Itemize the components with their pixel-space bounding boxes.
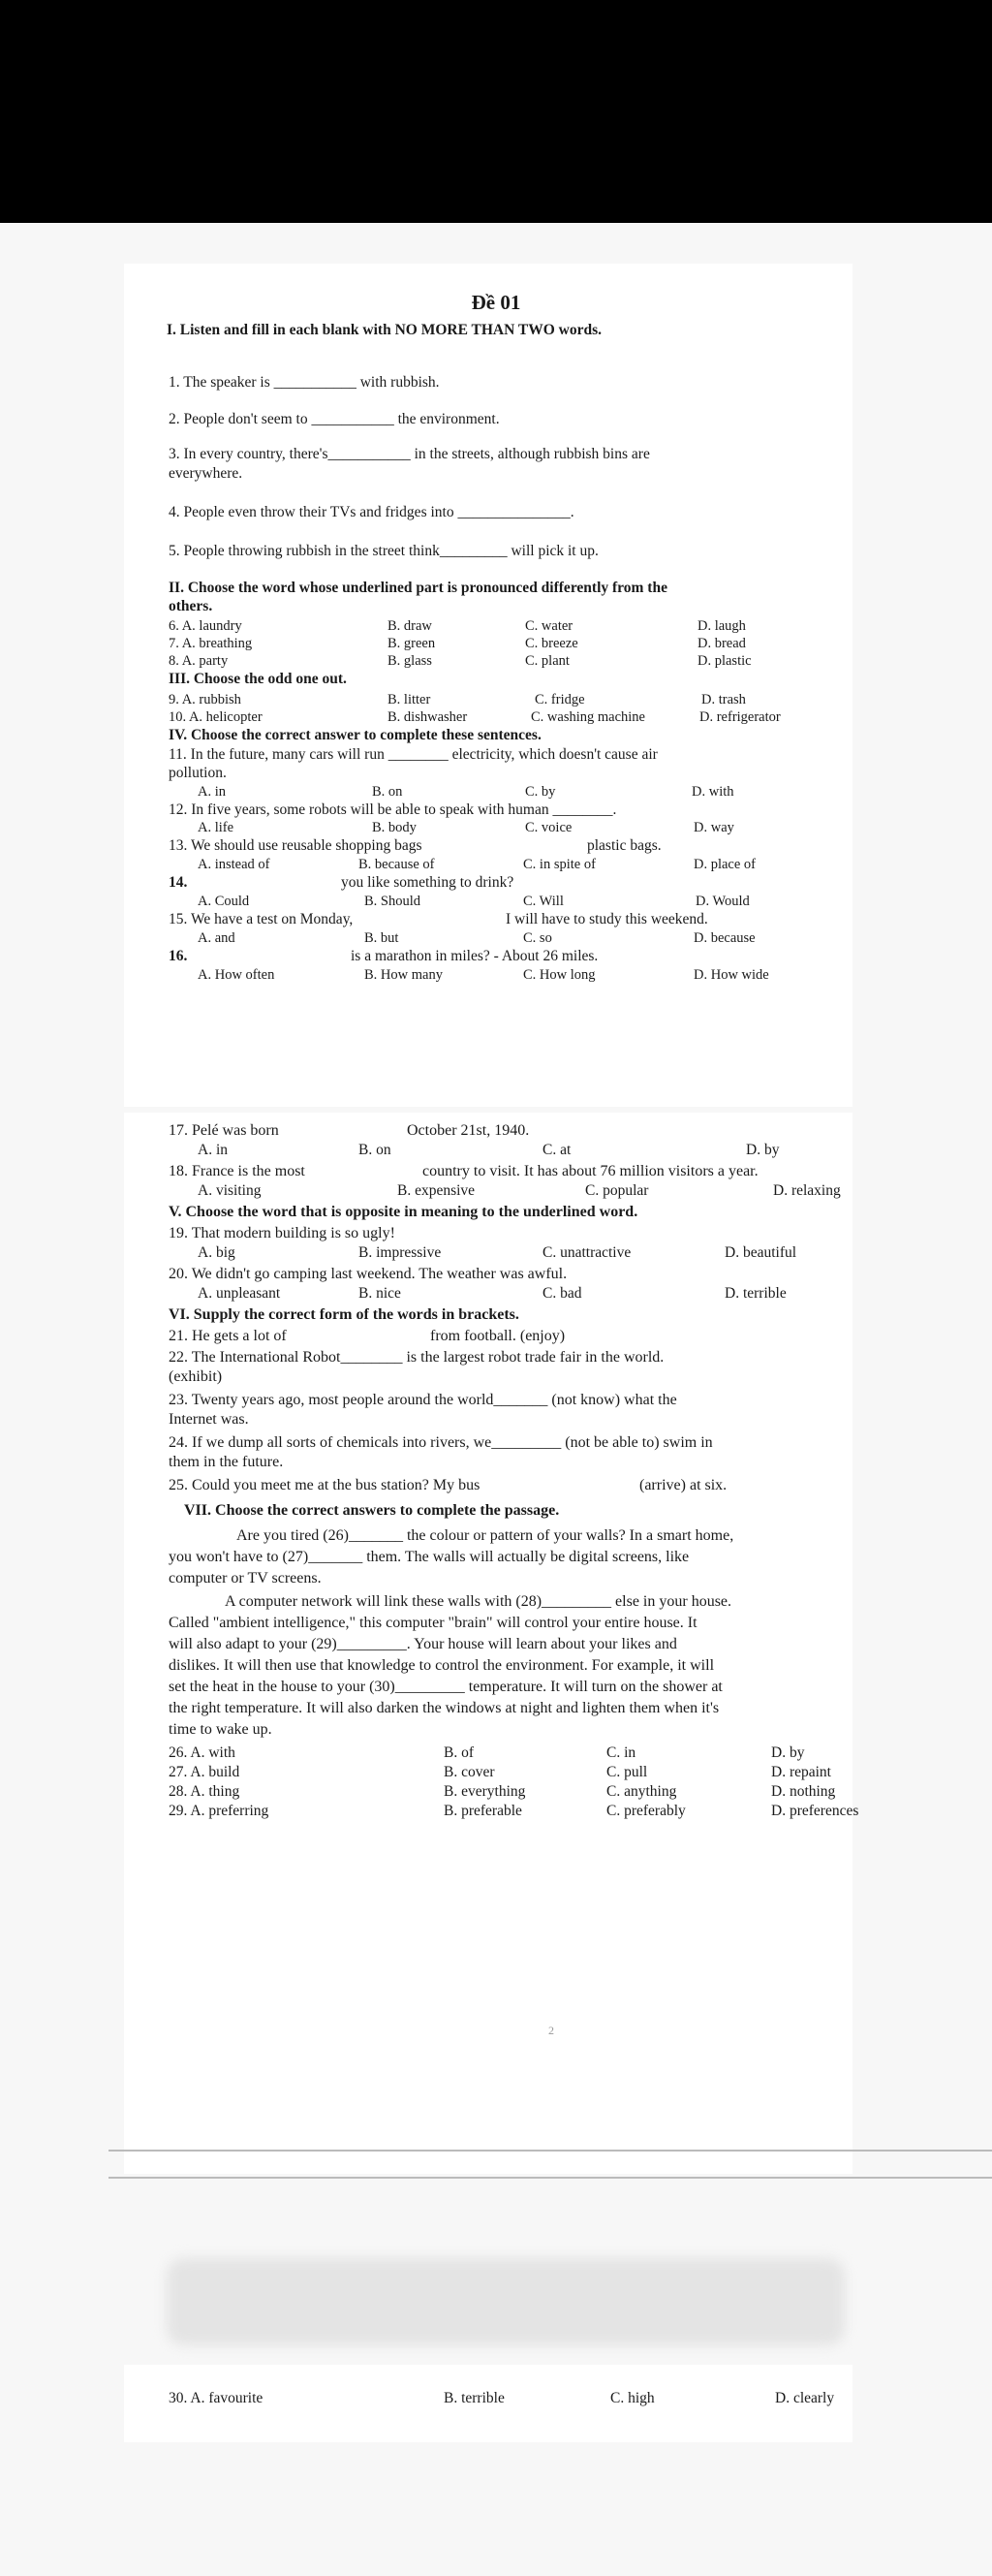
passage-line-3: computer or TV screens. [169, 1570, 322, 1586]
q18-option-b: B. expensive [397, 1182, 476, 1199]
q8-option-a: 8. A. party [169, 653, 229, 669]
section-7-heading: VII. Choose the correct answers to complete the passage. [184, 1502, 560, 1519]
q17-text: 17. Pelé was born [169, 1122, 279, 1139]
q27-option-a: 27. A. build [169, 1764, 240, 1780]
q14-option-b: B. Should [364, 894, 421, 909]
q2-text: 2. People don't seem to ___________ the environment. [169, 411, 500, 427]
q28-option-a: 28. A. thing [169, 1783, 240, 1800]
q30-option-b: B. terrible [444, 2390, 505, 2406]
q10-option-c: C. washing machine [531, 709, 645, 725]
q9-option-a: 9. A. rubbish [169, 692, 241, 707]
q19-option-b: B. impressive [358, 1244, 442, 1261]
q23-text: 23. Twenty years ago, most people around the world_______ (not know) what the [169, 1392, 677, 1408]
q29-option-c: C. preferably [606, 1803, 686, 1819]
q8-option-b: B. glass [388, 653, 432, 669]
q24-text-cont: them in the future. [169, 1454, 284, 1470]
q27-option-c: C. pull [606, 1764, 648, 1780]
q6-option-d: D. laugh [698, 618, 746, 634]
q17-option-a: A. in [198, 1142, 228, 1158]
passage-line-2: you won't have to (27)_______ them. The walls will actually be digital screens, like [169, 1549, 690, 1565]
q7-option-c: C. breeze [525, 636, 578, 651]
section-5-heading: V. Choose the word that is opposite in meaning to the underlined word. [169, 1204, 638, 1220]
q16-text: is a marathon in miles? - About 26 miles. [351, 948, 599, 964]
passage-line-4: A computer network will link these walls with (28)_________ else in your house. [225, 1593, 732, 1610]
q14-option-a: A. Could [198, 894, 250, 909]
q28-option-b: B. everything [444, 1783, 526, 1800]
q9-option-c: C. fridge [535, 692, 585, 707]
q19-option-a: A. big [198, 1244, 235, 1261]
q14-text: you like something to drink? [341, 874, 514, 891]
q29-option-d: D. preferences [771, 1803, 859, 1819]
q5-text: 5. People throwing rubbish in the street think_________ will pick it up. [169, 543, 599, 559]
q17-text-cont: October 21st, 1940. [407, 1122, 530, 1139]
q30-option-d: D. clearly [775, 2390, 835, 2406]
q17-option-c: C. at [542, 1142, 572, 1158]
q27-option-b: B. cover [444, 1764, 495, 1780]
q8-option-c: C. plant [525, 653, 570, 669]
q23-text-cont: Internet was. [169, 1411, 249, 1428]
q15-option-b: B. but [364, 930, 399, 946]
q3-text-cont: everywhere. [169, 465, 243, 482]
section-3-heading: III. Choose the odd one out. [169, 671, 347, 687]
q12-option-c: C. voice [525, 820, 573, 835]
blurred-region [167, 2258, 845, 2345]
q29-option-a: 29. A. preferring [169, 1803, 269, 1819]
q26-option-d: D. by [771, 1744, 805, 1761]
q6-option-c: C. water [525, 618, 574, 634]
q13-option-a: A. instead of [198, 857, 270, 872]
q27-option-d: D. repaint [771, 1764, 831, 1780]
section-1-heading: I. Listen and fill in each blank with NO MORE THAN TWO words. [167, 322, 603, 338]
q25-text-cont: (arrive) at six. [639, 1477, 728, 1493]
q24-text: 24. If we dump all sorts of chemicals into rivers, we_________ (not be able to) swim in [169, 1434, 713, 1451]
section-6-heading: VI. Supply the correct form of the words in brackets. [169, 1306, 519, 1323]
q25-text: 25. Could you meet me at the bus station? My bus [169, 1477, 480, 1493]
page-title: Đề 01 [471, 291, 521, 314]
passage-line-6: will also adapt to your (29)_________. Your house will learn about your likes and [169, 1636, 677, 1652]
passage-line-1: Are you tired (26)_______ the colour or pattern of your walls? In a smart home, [236, 1527, 734, 1544]
q16-option-c: C. How long [523, 967, 596, 983]
q30-option-a: 30. A. favourite [169, 2390, 264, 2406]
q11-option-d: D. with [692, 784, 734, 800]
q20-option-b: B. nice [358, 1285, 401, 1302]
q11-option-c: C. by [525, 784, 556, 800]
q19-option-c: C. unattractive [542, 1244, 632, 1261]
q11-option-b: B. on [372, 784, 403, 800]
q15-option-d: D. because [694, 930, 756, 946]
q26-option-c: C. in [606, 1744, 636, 1761]
q14-number: 14. [169, 874, 188, 891]
q26-option-b: B. of [444, 1744, 474, 1761]
q16-option-a: A. How often [198, 967, 275, 983]
q12-option-d: D. way [694, 820, 734, 835]
q21-text: 21. He gets a lot of [169, 1328, 287, 1344]
q7-option-a: 7. A. breathing [169, 636, 253, 651]
page-divider-bottom [108, 2177, 992, 2179]
q21-text-cont: from football. (enjoy) [430, 1328, 566, 1344]
passage-line-7: dislikes. It will then use that knowledge to control the environment. For example, it will [169, 1657, 715, 1674]
q6-option-b: B. draw [388, 618, 432, 634]
q14-option-d: D. Would [696, 894, 750, 909]
q12-option-a: A. life [198, 820, 234, 835]
q18-text: 18. France is the most [169, 1163, 305, 1179]
passage-line-5: Called "ambient intelligence," this computer "brain" will control your entire house. It [169, 1615, 698, 1631]
q19-text: 19. That modern building is so ugly! [169, 1225, 395, 1241]
q16-number: 16. [169, 948, 188, 964]
q20-option-a: A. unpleasant [198, 1285, 281, 1302]
q20-option-c: C. bad [542, 1285, 582, 1302]
q11-option-a: A. in [198, 784, 226, 800]
q26-option-a: 26. A. with [169, 1744, 235, 1761]
section-4-heading: IV. Choose the correct answer to complete these sentences. [169, 727, 542, 743]
page-number: 2 [548, 2024, 554, 2037]
q20-text: 20. We didn't go camping last weekend. The weather was awful. [169, 1266, 568, 1282]
q18-text-cont: country to visit. It has about 76 million visitors a year. [422, 1163, 759, 1179]
q16-option-d: D. How wide [694, 967, 769, 983]
q13-option-b: B. because of [358, 857, 435, 872]
section-2-heading: II. Choose the word whose underlined part is pronounced differently from the [169, 580, 667, 596]
q28-option-d: D. nothing [771, 1783, 836, 1800]
q29-option-b: B. preferable [444, 1803, 522, 1819]
page-divider-top [108, 2150, 992, 2152]
q13-option-c: C. in spite of [523, 857, 596, 872]
q11-text: 11. In the future, many cars will run ________ electricity, which doesn't cause air [169, 746, 658, 763]
q8-option-d: D. plastic [698, 653, 752, 669]
q7-option-d: D. bread [698, 636, 746, 651]
q28-option-c: C. anything [606, 1783, 677, 1800]
q22-text: 22. The International Robot________ is the largest robot trade fair in the world. [169, 1349, 665, 1366]
passage-line-8: set the heat in the house to your (30)_________ temperature. It will turn on the shower at [169, 1679, 723, 1695]
q15-text-cont: I will have to study this weekend. [506, 911, 708, 927]
q19-option-d: D. beautiful [725, 1244, 797, 1261]
section-2-heading-cont: others. [169, 598, 213, 614]
passage-line-9: the right temperature. It will also darken the windows at night and lighten them when it's [169, 1700, 720, 1716]
q13-option-d: D. place of [694, 857, 757, 872]
q11-text-cont: pollution. [169, 765, 227, 781]
q10-option-b: B. dishwasher [388, 709, 468, 725]
q7-option-b: B. green [388, 636, 436, 651]
q9-option-d: D. trash [701, 692, 746, 707]
q18-option-a: A. visiting [198, 1182, 262, 1199]
q15-text: 15. We have a test on Monday, [169, 911, 354, 927]
q18-option-d: D. relaxing [773, 1182, 841, 1199]
q10-option-d: D. refrigerator [699, 709, 781, 725]
q10-option-a: 10. A. helicopter [169, 709, 263, 725]
q22-text-cont: (exhibit) [169, 1368, 223, 1385]
q12-text: 12. In five years, some robots will be able to speak with human ________. [169, 801, 617, 818]
q12-option-b: B. body [372, 820, 417, 835]
q1-text: 1. The speaker is ___________ with rubbish. [169, 374, 440, 391]
top-black-bar [0, 0, 992, 223]
q6-option-a: 6. A. laundry [169, 618, 242, 634]
q14-option-c: C. Will [523, 894, 564, 909]
q3-text: 3. In every country, there's___________ in the streets, although rubbish bins are [169, 446, 650, 462]
passage-line-10: time to wake up. [169, 1721, 272, 1738]
q4-text: 4. People even throw their TVs and fridges into _______________. [169, 504, 574, 520]
q13-text: 13. We should use reusable shopping bags [169, 837, 422, 854]
q17-option-d: D. by [746, 1142, 780, 1158]
q30-option-c: C. high [610, 2390, 655, 2406]
q9-option-b: B. litter [388, 692, 431, 707]
q15-option-a: A. and [198, 930, 235, 946]
q13-text-cont: plastic bags. [587, 837, 662, 854]
q18-option-c: C. popular [585, 1182, 649, 1199]
q20-option-d: D. terrible [725, 1285, 787, 1302]
q15-option-c: C. so [523, 930, 552, 946]
q17-option-b: B. on [358, 1142, 391, 1158]
q16-option-b: B. How many [364, 967, 443, 983]
